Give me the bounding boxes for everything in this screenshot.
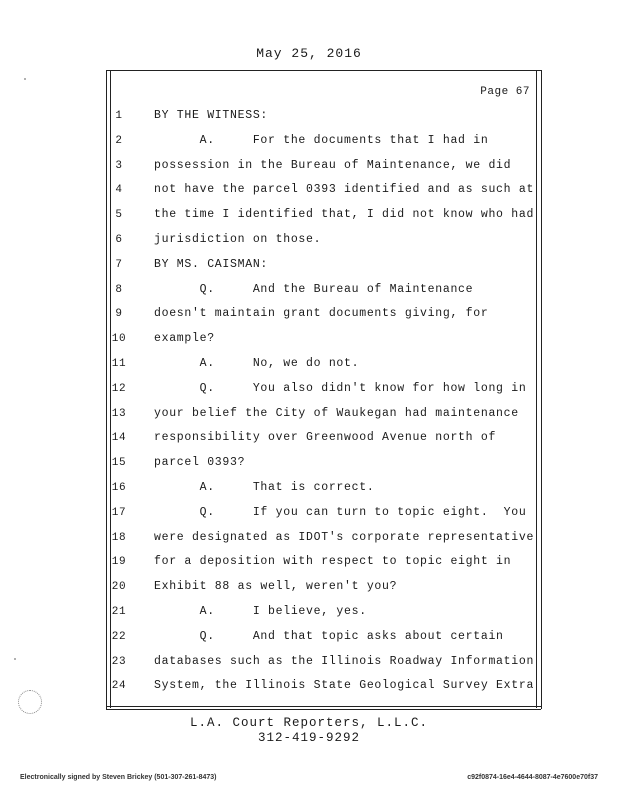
line-number: 18 bbox=[111, 531, 127, 544]
line-text: A. For the documents that I had in bbox=[154, 133, 489, 147]
line-number: 7 bbox=[115, 258, 123, 271]
transcript-line bbox=[0, 600, 618, 625]
line-number: 9 bbox=[115, 308, 123, 321]
line-number: 19 bbox=[111, 556, 127, 569]
transcript-line bbox=[0, 302, 618, 327]
line-text: A. No, we do not. bbox=[154, 356, 360, 370]
line-number: 6 bbox=[115, 233, 123, 246]
transcript-line bbox=[0, 377, 618, 402]
line-number: 10 bbox=[111, 333, 127, 346]
reporter-phone: 312-419-9292 bbox=[257, 731, 360, 745]
line-text: example? bbox=[154, 332, 215, 346]
line-number: 21 bbox=[111, 605, 127, 618]
transcript-line bbox=[0, 575, 618, 600]
line-number: 24 bbox=[111, 680, 127, 693]
transcript-line bbox=[0, 402, 618, 427]
document-hash: c92f0874-16e4-4644-8087-4e7600e70f37 bbox=[467, 774, 598, 781]
frame-bottom-rule-double bbox=[106, 709, 541, 710]
line-number: 4 bbox=[115, 184, 123, 197]
line-number: 13 bbox=[111, 407, 127, 420]
transcript-line bbox=[0, 526, 618, 551]
line-text: doesn't maintain grant documents giving, for bbox=[154, 307, 489, 321]
line-text: Q. And that topic asks about certain bbox=[154, 629, 504, 643]
line-text: for a deposition with respect to topic eight in bbox=[154, 555, 512, 569]
line-number: 15 bbox=[111, 457, 127, 470]
line-text: the time I identified that, I did not know who had bbox=[154, 208, 535, 222]
line-text: jurisdiction on those. bbox=[154, 232, 322, 246]
line-text: BY THE WITNESS: bbox=[154, 109, 269, 122]
reporter-company: L.A. Court Reporters, L.L.C. bbox=[189, 716, 429, 730]
transcript-line bbox=[0, 650, 618, 675]
line-text: possession in the Bureau of Maintenance, we did bbox=[154, 158, 512, 172]
scan-speck bbox=[14, 658, 16, 660]
line-number: 22 bbox=[111, 630, 127, 643]
line-text: A. I believe, yes. bbox=[154, 604, 367, 618]
transcript-line bbox=[0, 178, 618, 203]
line-number: 14 bbox=[111, 432, 127, 445]
transcript-line bbox=[0, 451, 618, 476]
line-number: 1 bbox=[115, 110, 123, 122]
page-number: Page 67 bbox=[480, 86, 530, 98]
line-text: Q. If you can turn to topic eight. You bbox=[154, 505, 527, 519]
line-text: Q. You also didn't know for how long in bbox=[154, 381, 527, 395]
transcript-line bbox=[0, 625, 618, 650]
line-text: your belief the City of Waukegan had maintenance bbox=[154, 406, 519, 420]
line-number: 5 bbox=[115, 209, 123, 222]
line-number: 8 bbox=[115, 283, 123, 296]
transcript-line bbox=[0, 426, 618, 451]
transcript-line bbox=[0, 228, 618, 253]
line-text: databases such as the Illinois Roadway Information bbox=[154, 654, 535, 668]
line-number: 17 bbox=[111, 506, 127, 519]
transcript-line bbox=[0, 352, 618, 377]
transcript-line bbox=[0, 327, 618, 352]
line-text: Exhibit 88 as well, weren't you? bbox=[154, 580, 398, 594]
transcript-line bbox=[0, 129, 618, 154]
frame-bottom-rule bbox=[106, 706, 541, 707]
line-number: 12 bbox=[111, 382, 127, 395]
transcript-lines bbox=[0, 104, 618, 699]
transcript-line bbox=[0, 203, 618, 228]
line-text: System, the Illinois State Geological Survey Extra bbox=[154, 679, 535, 693]
line-number: 23 bbox=[111, 655, 127, 668]
line-number: 11 bbox=[111, 357, 127, 370]
transcript-line bbox=[0, 476, 618, 501]
line-text: A. That is correct. bbox=[154, 480, 375, 494]
line-number: 16 bbox=[111, 481, 127, 494]
line-text: parcel 0393? bbox=[154, 456, 246, 470]
transcript-line bbox=[0, 104, 618, 129]
line-number: 20 bbox=[111, 581, 127, 594]
line-text: not have the parcel 0393 identified and as such at bbox=[154, 183, 535, 197]
line-text: were designated as IDOT's corporate representative bbox=[154, 530, 535, 544]
transcript-line bbox=[0, 154, 618, 179]
line-number: 2 bbox=[115, 134, 123, 147]
line-number: 3 bbox=[115, 159, 123, 172]
line-text: responsibility over Greenwood Avenue north of bbox=[154, 431, 497, 445]
transcript-line bbox=[0, 278, 618, 303]
binder-hole-mark bbox=[18, 690, 42, 714]
scan-speck bbox=[24, 78, 26, 80]
reporter-footer bbox=[0, 716, 618, 746]
transcript-line bbox=[0, 550, 618, 575]
transcript-line bbox=[0, 501, 618, 526]
transcript-line bbox=[0, 674, 618, 699]
electronic-signature: Electronically signed by Steven Brickey (501-307-261-8473) bbox=[20, 774, 217, 781]
transcript-line bbox=[0, 253, 618, 278]
line-text: BY MS. CAISMAN: bbox=[154, 257, 269, 271]
transcript-date: May 25, 2016 bbox=[256, 46, 362, 61]
line-text: Q. And the Bureau of Maintenance bbox=[154, 282, 474, 296]
